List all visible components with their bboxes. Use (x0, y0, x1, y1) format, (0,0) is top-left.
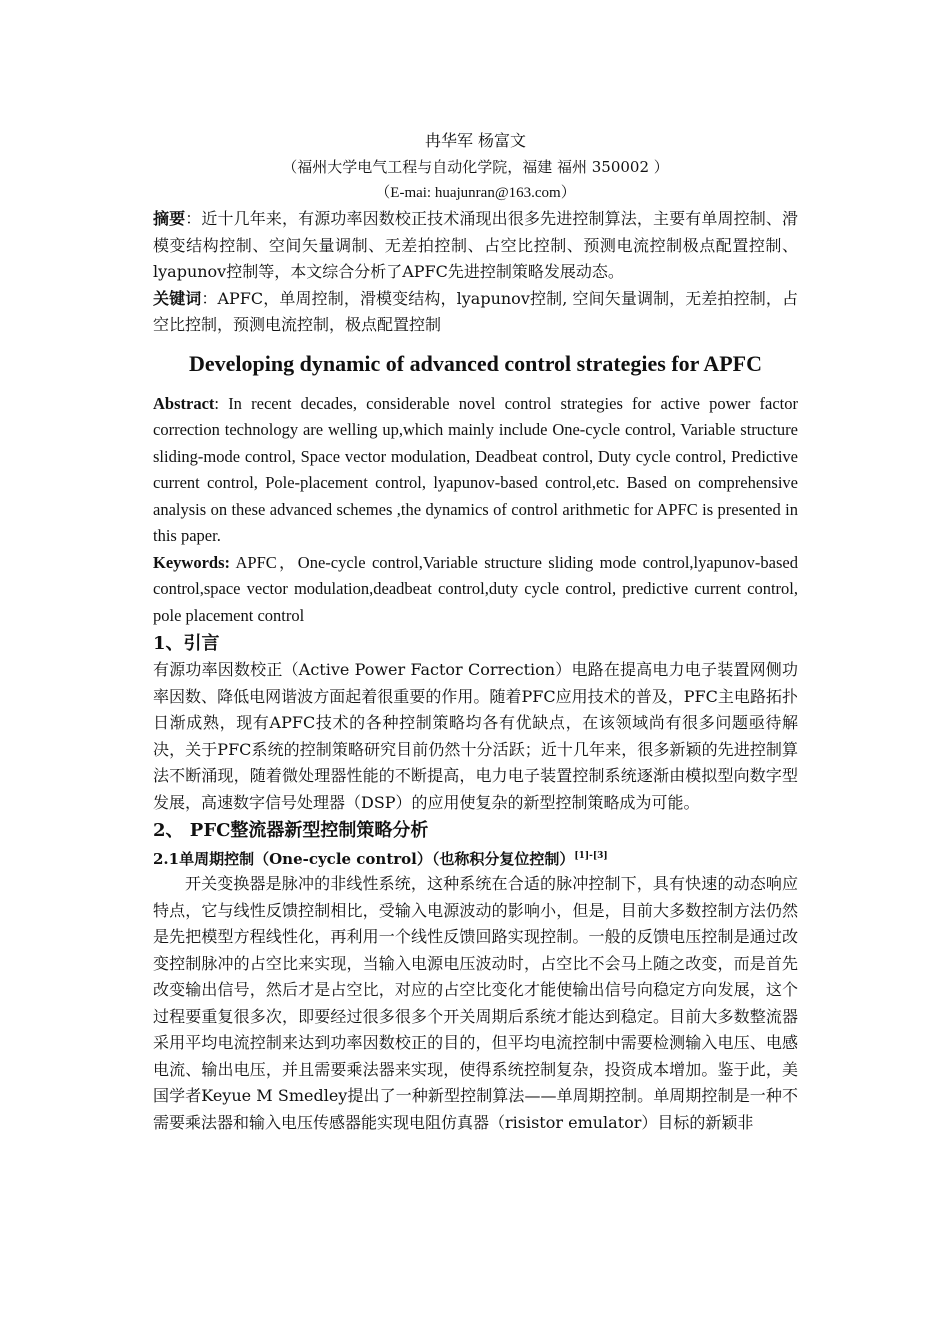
cn-abstract-label: 摘要 (153, 209, 186, 228)
authors: 冉华军 杨富文 (424, 131, 527, 150)
section1-heading: 1、引言 (153, 633, 220, 654)
cn-keywords (153, 286, 798, 339)
section2-1-title: 2.1单周期控制（One-cycle control）（也称积分复位控制） (153, 850, 575, 868)
cn-keywords-text: ：APFC，单周控制，滑模变结构，lyapunov控制, 空间矢量调制，无差拍控制，占空比控制，预测电流控制，极点配置控制 (153, 288, 798, 334)
cn-abstract (153, 206, 798, 286)
section1-body: 有源功率因数校正（Active Power Factor Correction）电路在提高电力电子装置网侧功率因数、降低电网谐波方面起着很重要的作用。随着PFC应用技术的普及，PFC主电路拓扑日渐成熟，现有APFC技术的各种控制策略均各有优缺点，在该领域尚有很多问题亟待解决，关于PFC系统的控制策略研究目前仍然十分活跃；近十几年来，很多新颖的先进控制算法不断涌现，随着微处理器性能的不断提高，电力电子装置控制系统逐渐由模拟型向数字型发展，高速数字信号处理器（DSP）的应用使复杂的新型控制策略成为可能。 (153, 660, 798, 812)
section2-1-heading (153, 844, 798, 871)
cn-keywords-label: 关键词 (153, 288, 202, 308)
section2-1-ref: [1]-[3] (574, 851, 608, 861)
en-keywords (153, 550, 798, 630)
email: （E-mai: huajunran@163.com） (375, 185, 576, 201)
en-abstract (153, 391, 798, 550)
affiliation: （福州大学电气工程与自动化学院，福建 福州 350002 ） (282, 158, 669, 176)
en-abstract-label: Abstract (153, 393, 215, 413)
cn-abstract-text: ：近十几年来，有源功率因数校正技术涌现出很多先进控制算法，主要有单周控制、滑模变结构控制、空间矢量调制、无差拍控制、占空比控制、预测电流控制极点配置控制、lyapunov控制等，本文综合分析了APFC先进控制策略发展动态。 (153, 209, 798, 281)
en-keywords-label: Keywords: (153, 552, 230, 572)
paper-page (153, 128, 798, 1136)
en-keywords-text: APFC，One-cycle control,Variable structure sliding mode control,lyapunov-based control,space vector modulation,deadbeat control,duty cycle control, predictive current control, pole placement control (153, 552, 798, 625)
section2-1-body: 开关变换器是脉冲的非线性系统，这种系统在合适的脉冲控制下，具有快速的动态响应特点，它与线性反馈控制相比，受输入电源波动的影响小，但是，目前大多数控制方法仍然是先把模型方程线性化，再利用一个线性反馈回路实现控制。一般的反馈电压控制是通过改变控制脉冲的占空比来实现，当输入电源电压波动时，占空比不会马上随之改变，而是首先改变输出信号，然后才是占空比，对应的占空比变化才能使输出信号向稳定方向发展，这个过程要重复很多次，即要经过很多很多个开关周期后系统才能达到稳定。目前大多数整流器采用平均电流控制来达到功率因数校正的目的，但平均电流控制中需要检测输入电压、电感电流、输出电压，并且需要乘法器来实现，使得系统控制复杂，投资成本增加。鉴于此，美国学者Keyue M Smedley提出了一种新型控制算法——单周期控制。单周期控制是一种不需要乘法器和输入电压传感器能实现电阻仿真器（risistor emulator）目标的新颖非 (153, 874, 798, 1132)
english-title: Developing dynamic of advanced control strategies for APFC (189, 350, 762, 376)
section2-heading: 2、 PFC整流器新型控制策略分析 (153, 820, 429, 841)
en-abstract-text: : In recent decades, considerable novel control strategies for active power factor correction technology are welling up,which mainly include One-cycle control, Variable structure sliding-mode control, Space vector modulation, Deadbeat control, Duty cycle control, Predictive current control, Pole-placement control, lyapunov-based control,etc. Based on comprehensive analysis on these advanced schemes ,the dynamics of control arithmetic for APFC is presented in this paper. (153, 393, 798, 545)
